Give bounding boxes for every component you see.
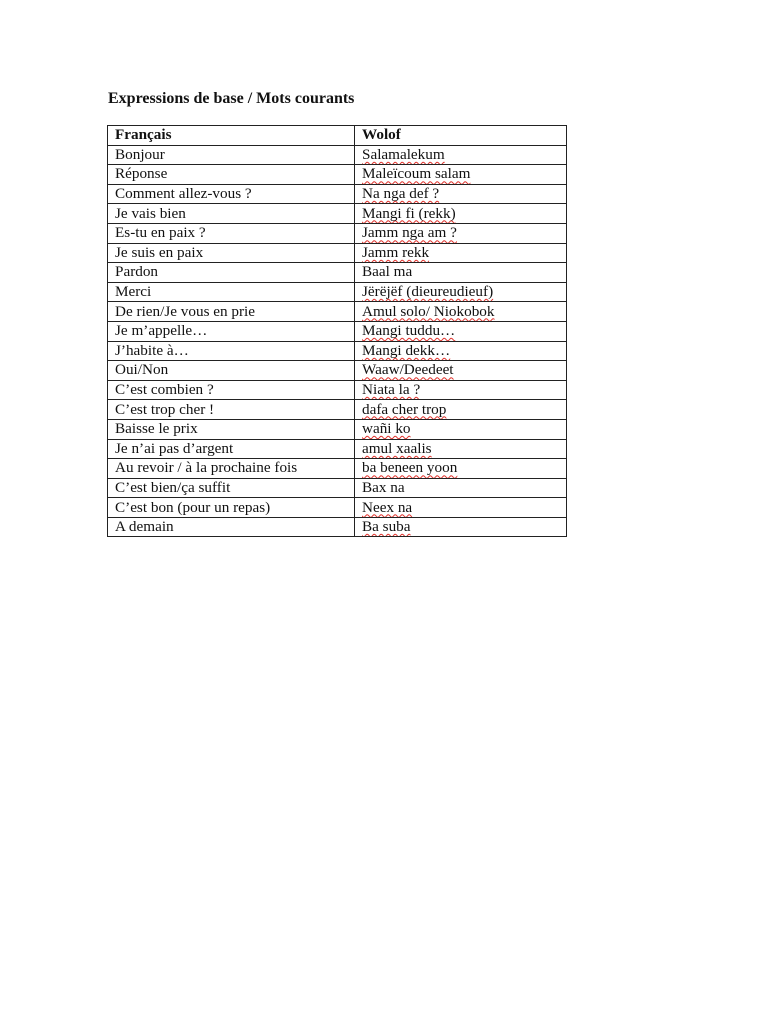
french-phrase: C’est combien ? (108, 380, 355, 400)
french-phrase: Pardon (108, 263, 355, 283)
table-row (108, 145, 567, 165)
french-phrase: Merci (108, 282, 355, 302)
wolof-phrase: Baal ma (362, 263, 413, 281)
wolof-phrase-cell (355, 478, 567, 498)
table-row (108, 223, 567, 243)
french-phrase: De rien/Je vous en prie (108, 302, 355, 322)
wolof-phrase-cell (355, 341, 567, 361)
table-row (108, 302, 567, 322)
table-row (108, 341, 567, 361)
table-row (108, 184, 567, 204)
wolof-phrase: Niata la ? (362, 381, 421, 399)
table-row (108, 243, 567, 263)
wolof-phrase-cell (355, 204, 567, 224)
french-phrase: Réponse (108, 165, 355, 185)
table-row (108, 459, 567, 479)
wolof-phrase-cell (355, 517, 567, 537)
wolof-phrase: Mangi fi (rekk) (362, 204, 456, 222)
wolof-phrase: Waaw/Deedeet (362, 361, 454, 379)
wolof-phrase-cell (355, 165, 567, 185)
wolof-phrase-cell (355, 282, 567, 302)
french-phrase: Bonjour (108, 145, 355, 165)
wolof-phrase: Jërëjëf (dieureudieuf) (362, 283, 494, 301)
french-phrase: Baisse le prix (108, 419, 355, 439)
french-phrase: C’est trop cher ! (108, 400, 355, 420)
french-phrase: Je m’appelle… (108, 321, 355, 341)
table-row (108, 517, 567, 537)
table-row (108, 478, 567, 498)
table-row (108, 380, 567, 400)
wolof-phrase: Maleïcoum salam (362, 165, 471, 183)
french-phrase: A demain (108, 517, 355, 537)
french-phrase: Oui/Non (108, 361, 355, 381)
wolof-phrase-cell (355, 263, 567, 283)
table-row (108, 400, 567, 420)
wolof-phrase: Salamalekum (362, 145, 445, 163)
wolof-phrase: Amul solo/ Niokobok (362, 302, 495, 320)
table-body (108, 145, 567, 537)
wolof-phrase: Ba suba (362, 518, 411, 536)
column-header-french: Français (108, 126, 355, 146)
wolof-phrase-cell (355, 302, 567, 322)
table-row (108, 165, 567, 185)
wolof-phrase-cell (355, 498, 567, 518)
vocabulary-table (107, 125, 567, 537)
table-header-row (108, 126, 567, 146)
table-row (108, 321, 567, 341)
wolof-phrase-cell (355, 380, 567, 400)
wolof-phrase-cell (355, 361, 567, 381)
wolof-phrase: wañi ko (362, 420, 411, 438)
table-row (108, 498, 567, 518)
wolof-phrase-cell (355, 321, 567, 341)
french-phrase: Comment allez-vous ? (108, 184, 355, 204)
wolof-phrase: ba beneen yoon (362, 459, 458, 477)
document-title: Expressions de base / Mots courants (108, 90, 355, 107)
french-phrase: Es-tu en paix ? (108, 223, 355, 243)
wolof-phrase: Na nga def ? (362, 185, 440, 203)
wolof-phrase: Mangi tuddu… (362, 322, 456, 340)
french-phrase: Je suis en paix (108, 243, 355, 263)
wolof-phrase-cell (355, 184, 567, 204)
table-row (108, 361, 567, 381)
wolof-phrase-cell (355, 243, 567, 263)
wolof-phrase-cell (355, 459, 567, 479)
french-phrase: C’est bien/ça suffit (108, 478, 355, 498)
french-phrase: J’habite à… (108, 341, 355, 361)
table-row (108, 263, 567, 283)
table-row (108, 282, 567, 302)
table-row (108, 204, 567, 224)
french-phrase: Je n’ai pas d’argent (108, 439, 355, 459)
wolof-phrase: amul xaalis (362, 439, 432, 457)
french-phrase: C’est bon (pour un repas) (108, 498, 355, 518)
french-phrase: Je vais bien (108, 204, 355, 224)
wolof-phrase: Jamm rekk (362, 243, 430, 261)
wolof-phrase-cell (355, 419, 567, 439)
wolof-phrase: Neex na (362, 498, 413, 516)
wolof-phrase: Jamm nga am ? (362, 224, 457, 242)
table-row (108, 419, 567, 439)
table-row (108, 439, 567, 459)
french-phrase: Au revoir / à la prochaine fois (108, 459, 355, 479)
wolof-phrase: dafa cher trop (362, 400, 447, 418)
wolof-phrase-cell (355, 223, 567, 243)
wolof-phrase-cell (355, 439, 567, 459)
wolof-phrase: Mangi dekk… (362, 341, 451, 359)
column-header-wolof: Wolof (355, 126, 567, 146)
wolof-phrase-cell (355, 145, 567, 165)
wolof-phrase-cell (355, 400, 567, 420)
wolof-phrase: Bax na (362, 478, 405, 496)
